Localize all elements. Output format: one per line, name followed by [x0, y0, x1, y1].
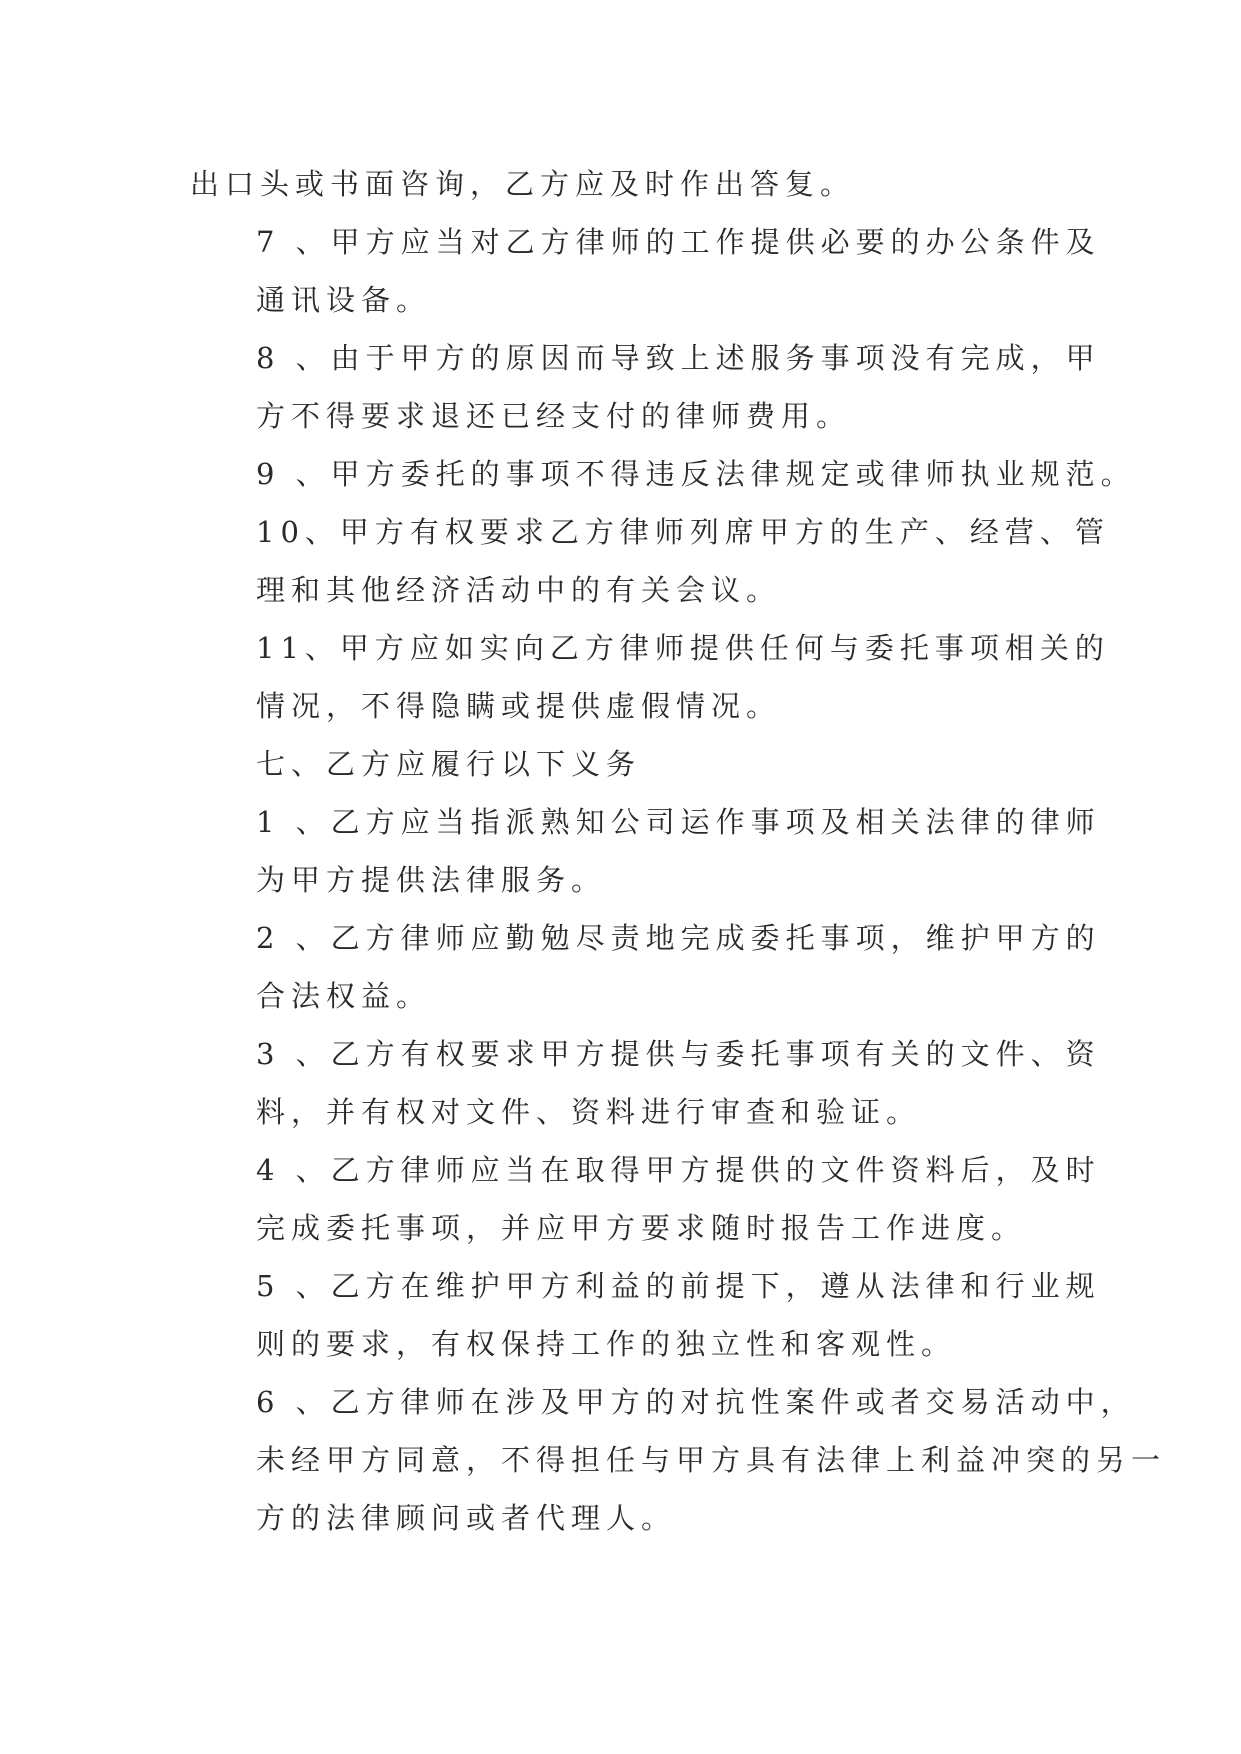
text-line: 料，并有权对文件、资料进行审查和验证。	[256, 1095, 922, 1129]
text-line: 理和其他经济活动中的有关会议。	[256, 573, 782, 607]
clause-7-3	[190, 1025, 1101, 1141]
text-line: 3 、乙方有权要求甲方提供与委托事项有关的文件、资	[256, 1037, 1101, 1071]
clause-6-11	[190, 619, 1110, 735]
clause-7-4	[190, 1141, 1101, 1257]
clause-6-9	[190, 445, 1136, 503]
text-line: 1 、乙方应当指派熟知公司运作事项及相关法律的律师	[256, 805, 1101, 839]
text-line: 完成委托事项，并应甲方要求随时报告工作进度。	[256, 1211, 1027, 1245]
text-line: 方的法律顾问或者代理人。	[256, 1501, 677, 1535]
text-line: 通讯设备。	[256, 283, 432, 317]
clause-7-1	[190, 793, 1101, 909]
paragraph-continuation	[190, 155, 1050, 213]
clause-7-5	[190, 1257, 1101, 1373]
text-line: 10、甲方有权要求乙方律师列席甲方的生产、经营、管	[256, 515, 1110, 549]
text-line: 未经甲方同意，不得担任与甲方具有法律上利益冲突的另一	[256, 1443, 1167, 1477]
text-line: 5 、乙方在维护甲方利益的前提下，遵从法律和行业规	[256, 1269, 1101, 1303]
document-body	[190, 155, 1167, 1547]
text-line: 9 、甲方委托的事项不得违反法律规定或律师执业规范。	[256, 457, 1136, 491]
text-line: 4 、乙方律师应当在取得甲方提供的文件资料后，及时	[256, 1153, 1101, 1187]
text-line: 出口头或书面咨询，乙方应及时作出答复。	[190, 167, 856, 201]
text-line: 7 、甲方应当对乙方律师的工作提供必要的办公条件及	[256, 225, 1101, 259]
text-line: 2 、乙方律师应勤勉尽责地完成委托事项，维护甲方的	[256, 921, 1101, 955]
clause-6-10	[190, 503, 1110, 619]
text-line: 则的要求，有权保持工作的独立性和客观性。	[256, 1327, 957, 1361]
text-line: 情况，不得隐瞒或提供虚假情况。	[256, 689, 782, 723]
text-line: 6 、乙方律师在涉及甲方的对抗性案件或者交易活动中，	[256, 1385, 1136, 1419]
text-line: 合法权益。	[256, 979, 432, 1013]
clause-7-6	[190, 1373, 1167, 1547]
clause-6-7	[190, 213, 1101, 329]
clause-6-8	[190, 329, 1101, 445]
text-line: 为甲方提供法律服务。	[256, 863, 607, 897]
text-line: 方不得要求退还已经支付的律师费用。	[256, 399, 852, 433]
clause-7-2	[190, 909, 1101, 1025]
text-line: 8 、由于甲方的原因而导致上述服务事项没有完成，甲	[256, 341, 1101, 375]
section-heading-7	[190, 735, 1050, 793]
text-line: 11、甲方应如实向乙方律师提供任何与委托事项相关的	[256, 631, 1110, 665]
section-heading: 七、乙方应履行以下义务	[256, 747, 642, 781]
